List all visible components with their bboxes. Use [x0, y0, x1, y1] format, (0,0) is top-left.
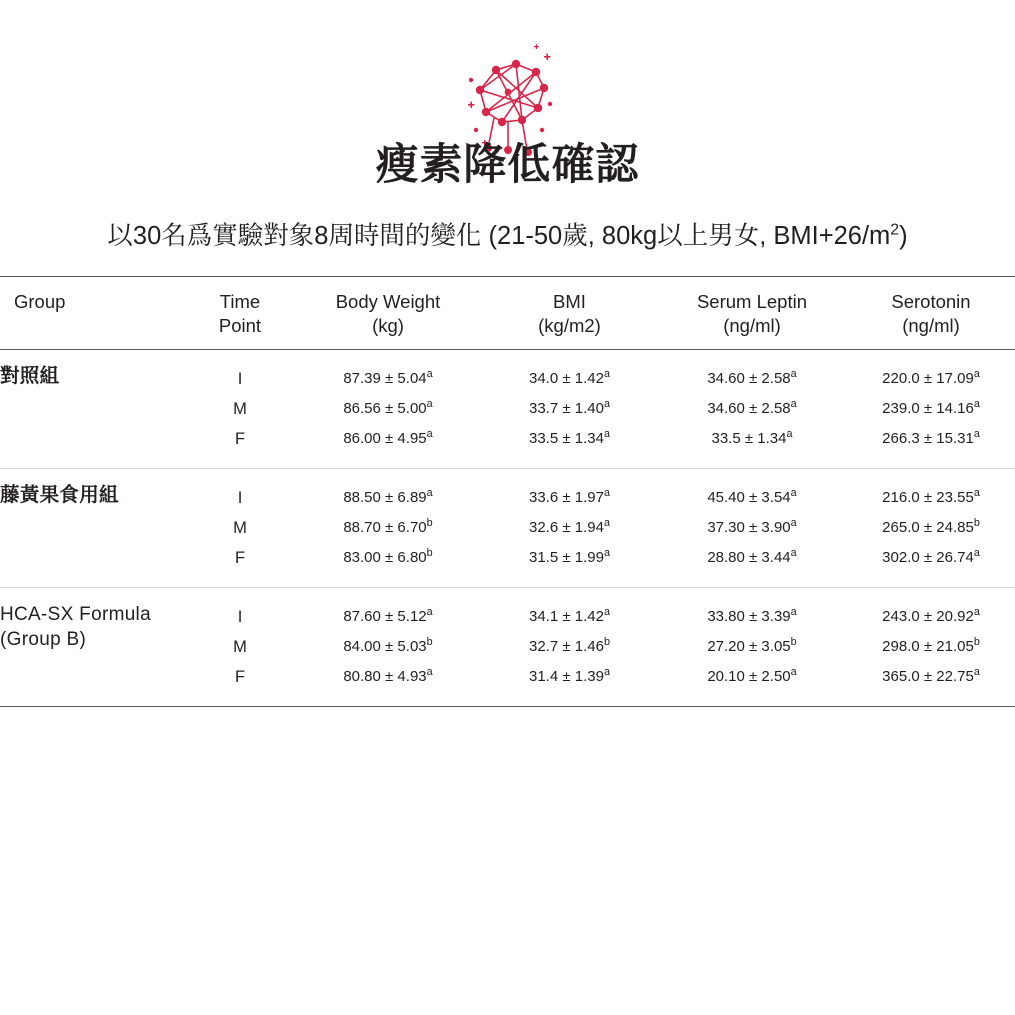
- page-title: 瘦素降低確認: [375, 141, 640, 189]
- value-text: 33.80 ± 3.39: [707, 608, 791, 626]
- body-weight-value: [294, 364, 482, 394]
- value-text: 266.3 ± 15.31: [882, 430, 974, 448]
- subtitle-superscript: 2: [890, 221, 900, 239]
- time-point-value: F: [234, 668, 246, 687]
- serum-leptin-value: [657, 424, 847, 454]
- value-text: 243.0 ± 20.92: [882, 608, 974, 626]
- group-label-line1: 對照組: [0, 365, 60, 388]
- value-superscript: a: [790, 398, 797, 411]
- body-weight-cell: [294, 469, 482, 588]
- body-weight-value: [294, 513, 482, 543]
- serum-leptin-cell: [657, 588, 847, 707]
- serum-leptin-value: [657, 662, 847, 692]
- serotonin-cell: [847, 469, 1015, 588]
- column-header-leptin-line2: (ng/ml): [723, 314, 781, 336]
- column-header-bmi: [482, 276, 657, 349]
- results-table-container: [0, 276, 1015, 707]
- time-point-value: M: [233, 400, 247, 419]
- value-text: 34.60 ± 2.58: [707, 370, 791, 388]
- value-text: 32.7 ± 1.46: [529, 638, 604, 656]
- value-superscript: a: [603, 487, 610, 500]
- body-weight-value: [294, 602, 482, 632]
- value-superscript: b: [973, 517, 980, 530]
- value-text: 86.56 ± 5.00: [343, 400, 427, 418]
- time-point-value: I: [237, 608, 243, 627]
- serotonin-value: [847, 483, 1015, 513]
- bmi-value: [482, 424, 657, 454]
- value-text: 28.80 ± 3.44: [707, 549, 791, 567]
- value-superscript: b: [973, 636, 980, 649]
- value-superscript: a: [973, 368, 980, 381]
- time-point-value: M: [233, 519, 247, 538]
- value-superscript: a: [426, 398, 433, 411]
- serum-leptin-value: [657, 483, 847, 513]
- time-point-cell: [186, 350, 294, 469]
- value-superscript: a: [426, 428, 433, 441]
- time-point-cell: [186, 469, 294, 588]
- value-superscript: a: [426, 368, 433, 381]
- column-header-time-line2: Point: [218, 314, 262, 336]
- column-header-bw-line1: Body Weight: [335, 290, 441, 312]
- serum-leptin-value: [657, 394, 847, 424]
- time-point-value: F: [234, 549, 246, 568]
- table-row: [0, 469, 1015, 588]
- bmi-cell: [482, 588, 657, 707]
- column-header-group-line1: Group: [14, 290, 66, 312]
- body-weight-value: [294, 632, 482, 662]
- serum-leptin-value: [657, 543, 847, 573]
- value-superscript: a: [973, 428, 980, 441]
- value-text: 33.7 ± 1.40: [529, 400, 604, 418]
- value-superscript: a: [603, 398, 610, 411]
- serotonin-value: [847, 543, 1015, 573]
- table-row: [0, 350, 1015, 469]
- serotonin-cell: [847, 350, 1015, 469]
- time-point-value: F: [234, 430, 246, 449]
- value-superscript: a: [790, 606, 797, 619]
- value-superscript: a: [790, 517, 797, 530]
- bmi-value: [482, 662, 657, 692]
- column-header-bmi-line1: BMI: [553, 290, 586, 312]
- serotonin-value: [847, 602, 1015, 632]
- value-superscript: a: [426, 666, 433, 679]
- group-label: [0, 350, 186, 469]
- subtitle-tail: ): [899, 222, 908, 251]
- value-text: 34.60 ± 2.58: [707, 400, 791, 418]
- serotonin-value: [847, 364, 1015, 394]
- serotonin-value: [847, 424, 1015, 454]
- column-header-bw-line2: (kg): [372, 314, 404, 336]
- serum-leptin-cell: [657, 350, 847, 469]
- bmi-value: [482, 602, 657, 632]
- value-superscript: a: [790, 666, 797, 679]
- value-text: 265.0 ± 24.85: [882, 519, 974, 537]
- body-weight-cell: [294, 350, 482, 469]
- bmi-value: [482, 513, 657, 543]
- subtitle-text: 以30名爲實驗對象8周時間的變化 (21-50歲, 80kg以上男女, BMI+26/m: [107, 222, 891, 251]
- value-superscript: a: [790, 487, 797, 500]
- value-text: 33.6 ± 1.97: [529, 489, 604, 507]
- value-superscript: a: [790, 547, 797, 560]
- value-text: 239.0 ± 14.16: [882, 400, 974, 418]
- value-superscript: b: [426, 517, 433, 530]
- value-superscript: a: [603, 428, 610, 441]
- value-text: 216.0 ± 23.55: [882, 489, 974, 507]
- table-body: [0, 350, 1015, 707]
- value-superscript: b: [790, 636, 797, 649]
- column-header-serum-leptin: [657, 276, 847, 349]
- value-superscript: a: [790, 368, 797, 381]
- column-header-body-weight: [294, 276, 482, 349]
- serotonin-value: [847, 394, 1015, 424]
- value-text: 87.60 ± 5.12: [343, 608, 427, 626]
- value-text: 31.5 ± 1.99: [529, 549, 604, 567]
- value-text: 87.39 ± 5.04: [343, 370, 427, 388]
- serotonin-cell: [847, 588, 1015, 707]
- value-text: 298.0 ± 21.05: [882, 638, 974, 656]
- value-text: 45.40 ± 3.54: [707, 489, 791, 507]
- group-label-line1: 藤黃果食用組: [0, 484, 119, 507]
- value-text: 302.0 ± 26.74: [882, 549, 974, 567]
- body-weight-value: [294, 662, 482, 692]
- column-header-leptin-line1: Serum Leptin: [696, 290, 808, 312]
- value-text: 33.5 ± 1.34: [711, 430, 787, 448]
- time-point-cell: [186, 588, 294, 707]
- body-weight-value: [294, 543, 482, 573]
- body-weight-value: [294, 483, 482, 513]
- value-superscript: b: [426, 547, 433, 560]
- value-text: 84.00 ± 5.03: [343, 638, 427, 656]
- column-header-time-line1: Time: [219, 290, 261, 312]
- value-superscript: a: [603, 368, 610, 381]
- table-header-row: [0, 276, 1015, 349]
- bmi-cell: [482, 469, 657, 588]
- value-text: 83.00 ± 6.80: [343, 549, 427, 567]
- bmi-value: [482, 394, 657, 424]
- value-superscript: a: [426, 606, 433, 619]
- value-superscript: b: [603, 636, 610, 649]
- serum-leptin-value: [657, 513, 847, 543]
- column-header-serotonin: [847, 276, 1015, 349]
- value-superscript: a: [973, 487, 980, 500]
- logo-container: [0, 0, 1015, 130]
- serotonin-value: [847, 513, 1015, 543]
- value-text: 34.1 ± 1.42: [529, 608, 604, 626]
- time-point-value: I: [237, 370, 243, 389]
- column-header-serotonin-line1: Serotonin: [891, 290, 971, 312]
- serum-leptin-value: [657, 602, 847, 632]
- column-header-bmi-line2: (kg/m2): [538, 314, 601, 336]
- value-text: 37.30 ± 3.90: [707, 519, 791, 537]
- value-superscript: a: [973, 398, 980, 411]
- value-superscript: a: [603, 517, 610, 530]
- bmi-value: [482, 364, 657, 394]
- value-text: 86.00 ± 4.95: [343, 430, 427, 448]
- value-superscript: a: [603, 606, 610, 619]
- group-label: [0, 588, 186, 707]
- value-text: 88.50 ± 6.89: [343, 489, 427, 507]
- table-row: [0, 588, 1015, 707]
- time-point-value: I: [237, 489, 243, 508]
- body-weight-cell: [294, 588, 482, 707]
- group-label: [0, 469, 186, 588]
- value-text: 220.0 ± 17.09: [882, 370, 974, 388]
- value-text: 88.70 ± 6.70: [343, 519, 427, 537]
- column-header-time-point: [186, 276, 294, 349]
- serum-leptin-cell: [657, 469, 847, 588]
- body-weight-value: [294, 394, 482, 424]
- group-label-line2: (Group B): [0, 629, 87, 651]
- results-table: [0, 276, 1015, 707]
- value-superscript: a: [973, 547, 980, 560]
- serum-leptin-value: [657, 632, 847, 662]
- value-text: 20.10 ± 2.50: [707, 668, 791, 686]
- serum-leptin-value: [657, 364, 847, 394]
- value-text: 31.4 ± 1.39: [529, 668, 604, 686]
- value-text: 80.80 ± 4.93: [343, 668, 427, 686]
- page-subtitle: [0, 221, 1015, 252]
- bmi-value: [482, 483, 657, 513]
- value-superscript: a: [786, 428, 793, 441]
- value-text: 33.5 ± 1.34: [529, 430, 604, 448]
- value-superscript: a: [426, 487, 433, 500]
- group-label-line1: HCA-SX Formula: [0, 604, 151, 626]
- column-header-group: [0, 276, 186, 349]
- serotonin-value: [847, 632, 1015, 662]
- bmi-value: [482, 543, 657, 573]
- value-superscript: a: [973, 606, 980, 619]
- bmi-cell: [482, 350, 657, 469]
- column-header-serotonin-line2: (ng/ml): [902, 314, 960, 336]
- value-superscript: b: [426, 636, 433, 649]
- value-text: 365.0 ± 22.75: [882, 668, 974, 686]
- value-text: 32.6 ± 1.94: [529, 519, 604, 537]
- serotonin-value: [847, 662, 1015, 692]
- body-weight-value: [294, 424, 482, 454]
- value-superscript: a: [603, 666, 610, 679]
- value-text: 34.0 ± 1.42: [529, 370, 604, 388]
- value-text: 27.20 ± 3.05: [707, 638, 791, 656]
- bmi-value: [482, 632, 657, 662]
- value-superscript: a: [973, 666, 980, 679]
- time-point-value: M: [233, 638, 247, 657]
- value-superscript: a: [603, 547, 610, 560]
